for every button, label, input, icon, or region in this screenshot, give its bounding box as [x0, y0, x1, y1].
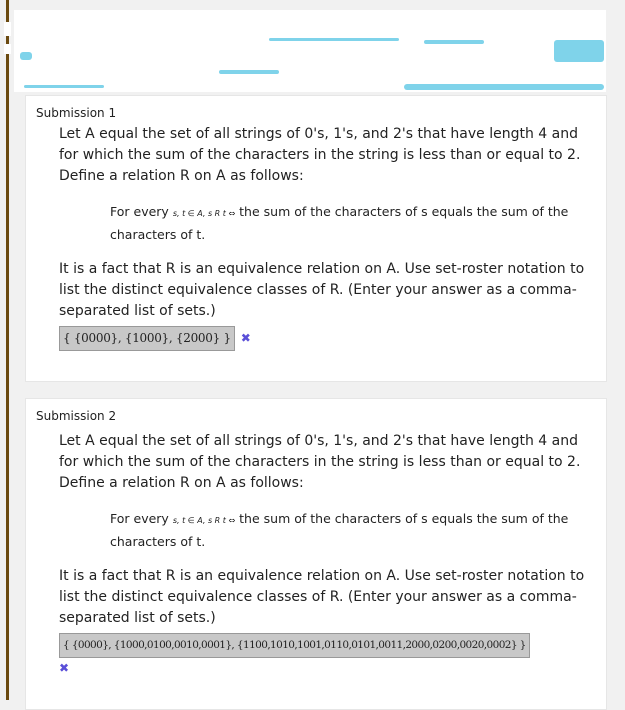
submission-title: Submission 2 — [36, 409, 117, 423]
submission-card-2 — [25, 398, 607, 710]
def-prefix: For every — [110, 204, 169, 219]
relation-definition — [110, 201, 594, 245]
blurred-header — [14, 10, 606, 92]
rail-gap — [4, 22, 11, 36]
question-body — [59, 124, 594, 351]
def-prefix: For every — [110, 511, 169, 526]
def-rest: the sum of the characters of s equals the sum of the characters of t. — [110, 204, 569, 242]
answer-field[interactable]: { {0000}, {1000,0100,0010,0001}, {1100,1010,1001,0110,0101,0011,2000,0200,0020,0002} } — [59, 633, 530, 658]
incorrect-icon: ✖ — [240, 331, 251, 345]
def-rest: the sum of the characters of s equals the sum of the characters of t. — [110, 511, 569, 549]
incorrect-icon: ✖ — [59, 661, 70, 675]
question-body — [59, 431, 599, 679]
answer-field[interactable]: { {0000}, {1000}, {2000} } — [59, 326, 235, 351]
def-math: s, t ∈ A, s R t ⇔ — [172, 516, 236, 525]
question-instructions: It is a fact that R is an equivalence relation on A. Use set-roster notation to list the distinct equivalence classes of R. (Enter your answer as a comma-separated list of sets.) — [59, 261, 585, 319]
left-rail — [6, 0, 9, 700]
submission-card-1 — [25, 95, 607, 382]
submission-title: Submission 1 — [36, 106, 117, 120]
question-intro: Let A equal the set of all strings of 0's, 1's, and 2's that have length 4 and for which the sum of the characters in the string is less than or equal to 2. Define a relation R on A as follows: — [59, 433, 581, 491]
question-instructions: It is a fact that R is an equivalence relation on A. Use set-roster notation to list the distinct equivalence classes of R. (Enter your answer as a comma-separated list of sets.) — [59, 568, 585, 626]
rail-gap — [4, 44, 11, 54]
def-math: s, t ∈ A, s R t ⇔ — [172, 209, 236, 218]
relation-definition — [110, 508, 599, 552]
question-intro: Let A equal the set of all strings of 0's, 1's, and 2's that have length 4 and for which the sum of the characters in the string is less than or equal to 2. Define a relation R on A as follows: — [59, 126, 581, 184]
